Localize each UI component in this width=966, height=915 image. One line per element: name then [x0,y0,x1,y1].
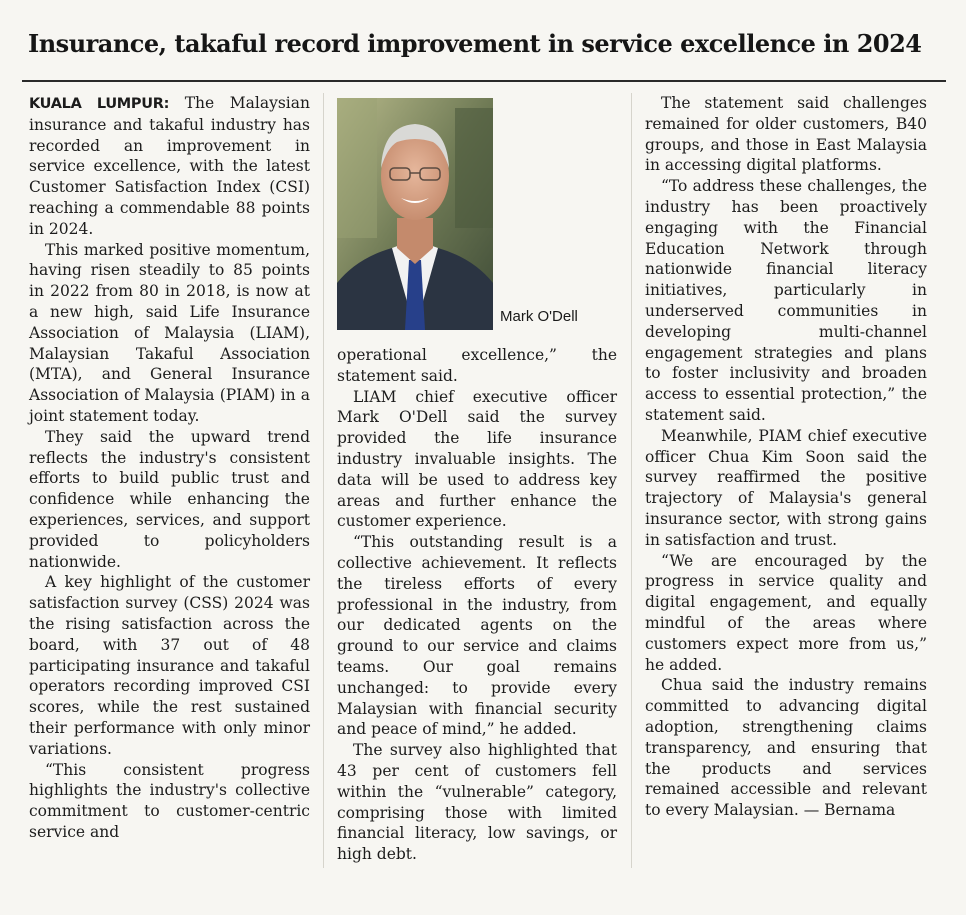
paragraph: “This outstanding result is a collective achievement. It reflects the tireless efforts of every professional in the industry, from our dedicated agents on the ground to our service and claims teams. Our goal remains unchanged: to provide every Malaysian with financial security and peace of mind,” he added. [337,533,617,739]
portrait-photo [337,98,493,330]
paragraph: LIAM chief executive officer Mark O'Dell said the survey provided the life insurance industry invaluable insights. The data will be used to address key areas and further enhance the customer experience. [337,387,617,531]
paragraph-text: The Malaysian insurance and takaful industry has recorded an improvement in service excellence, with the latest Customer Satisfaction Index (CSI) reaching a commendable 88 points in 2024. [29,94,310,238]
paragraph: Meanwhile, PIAM chief executive officer Chua Kim Soon said the survey reaffirmed the positive trajectory of Malaysia's general insurance sector, with strong gains in satisfaction and trust. [645,426,927,549]
paragraph [29,93,310,240]
paragraph: They said the upward trend reflects the industry's consistent efforts to build public trust and confidence while enhancing the experiences, services, and support provided to policyholders nationwide. [29,427,310,571]
article-column-3 [645,93,927,821]
paragraph: The survey also highlighted that 43 per cent of customers fell within the “vulnerable” category, comprising those with limited financial literacy, low savings, or high debt. [337,741,617,864]
article-column-2 [337,345,617,865]
article-column-1 [29,93,310,843]
portrait-illustration [337,98,493,330]
article-headline: Insurance, takaful record improvement in service excellence in 2024 [28,29,922,58]
paragraph: Chua said the industry remains committed to advancing digital adoption, strengthening claims transparency, and ensuring that the products and services remained accessible and relevant to every Malaysian. — Bernama [645,676,927,820]
column-divider [631,93,632,868]
paragraph: The statement said challenges remained for older customers, B40 groups, and those in East Malaysia in accessing digital platforms. [645,94,927,175]
paragraph: A key highlight of the customer satisfaction survey (CSS) 2024 was the rising satisfaction across the board, with 37 out of 48 participating insurance and takaful operators recording improved CSI scores, while the rest sustained their performance with only minor variations. [29,573,310,758]
paragraph: This marked positive momentum, having risen steadily to 85 points in 2022 from 80 in 2018, is now at a new high, said Life Insurance Association of Malaysia (LIAM), Malaysian Takaful Association (MTA), and General Insurance Association of Malaysia (PIAM) in a joint statement today. [29,240,310,425]
paragraph: “We are encouraged by the progress in service quality and digital engagement, and equally mindful of the areas where customers expect more from us,” he added. [645,551,927,674]
paragraph: “This consistent progress highlights the industry's collective commitment to customer-centric service and [29,760,310,841]
headline-rule [22,80,946,82]
photo-caption: Mark O'Dell [500,308,578,325]
paragraph: “To address these challenges, the industry has been proactively engaging with the Financial Education Network through nationwide financial literacy initiatives, particularly in underserved communities in developing multi-channel engagement strategies and plans to foster inclusivity and broaden access to essential protection,” the statement said. [645,177,927,424]
paragraph: operational excellence,” the statement said. [337,346,617,385]
dateline: KUALA LUMPUR: [29,96,170,112]
column-divider [323,93,324,868]
